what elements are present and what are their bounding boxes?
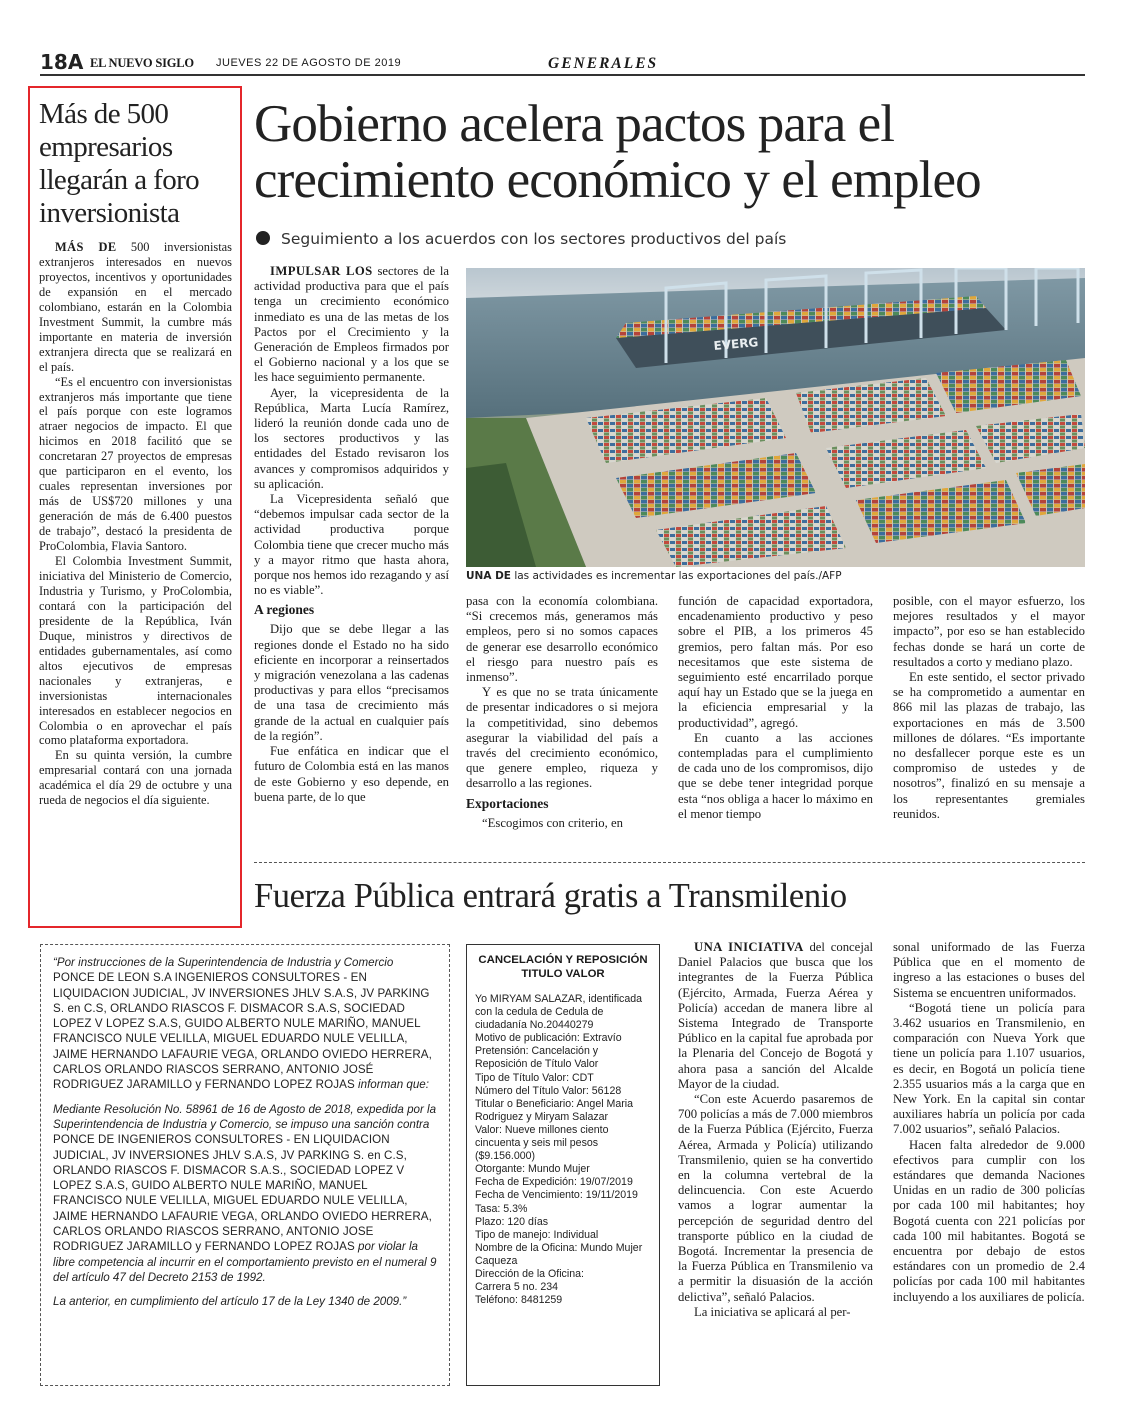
paragraph: Hacen falta alrededor de 9.000 efectivos para cumplir con los estándares que demanda Naciones Unidas en un radio de 300 policías por cada 100 mil habitantes; hoy Bogotá cuenta con 221 policías por cada 100 mil habitantes. Bogotá se encuentra por debajo de estos estándares con un promedio de 2.4 policías por cada 100 mil habitantes incluyendo a los auxiliares de policía. xyxy=(893,1137,1085,1304)
paragraph: Dijo que se debe llegar a las regiones donde el Estado no ha sido eficiente en incorporar a reinsertados y migración venezolana a las cadenas productivas y para ellos “precisamos de una tasa de crecimiento más grande de la actual en cualquier país de la región”. xyxy=(254,622,449,743)
cancellation-title: CANCELACIÓN Y REPOSICIÓN TITULO VALOR xyxy=(478,954,648,980)
cancellation-line: Pretensión: Cancelación y Reposición de Título Valor xyxy=(475,1045,599,1071)
issue-date: JUEVES 22 DE AGOSTO DE 2019 xyxy=(216,57,402,69)
sidebar-paragraph: MÁS DE 500 inversionistas extranjeros interesados en nuevos proyectos, incentivos y oportunidades de expansión en el mercado colombiano, estarán en la Colombia Investment Summit, la cumbre más importante en materia de inversión extranjera directa que se realizará en el país. xyxy=(39,240,232,374)
paragraph: sonal uniformado de las Fuerza Pública que en el momento de ingreso a las estaciones o buses del Sistema se encuentren uniformados. xyxy=(893,940,1085,1000)
section-divider xyxy=(254,862,1085,863)
cancellation-line: Nombre de la Oficina: Mundo Mujer Caqueza xyxy=(475,1241,643,1267)
main-column-1 xyxy=(254,264,449,805)
second-column-1 xyxy=(678,940,873,1320)
header-rule xyxy=(40,74,1085,76)
cancellation-notice xyxy=(466,944,660,1386)
paragraph: “Bogotá tiene un policía para 3.462 usuarios en Transmilenio, en comparación con Nueva York que tiene un policía para 1.107 usuarios, es decir, en Bogotá un policía tiene 2.355 usuarios más a la carga que en New York. En la capital sin contar auxiliares habría un policía por cada 7.002 usuarios”, señaló Palacios. xyxy=(893,1000,1085,1137)
notice-paragraph: “Por instrucciones de la Superintendencia de Industria y Comercio PONCE DE LEON S.A INGENIEROS CONSULTORES - EN LIQUIDACION JUDICIAL, JV INVERSIONES JHLV S.A.S, JV PARKING S. en C.S, ORLANDO RIASCOS F. DISMACOR S.A.S, SOCIEDAD LOPEZ V LOPEZ S.A.S, GUIDO ALBERTO NULE MARIÑO, MANUEL FRANCISCO NULE VELILLA, MIGUEL EDUARDO NULE VELILLA, JAIME HERNANDO LAFAURIE VEGA, ORLANDO OVIEDO HERRERA, CARLOS ORLANDO RIASCOS SERRANO, ANTONIO JOSÉ RODRIGUEZ JARAMILLO y FERNANDO LOPEZ ROJAS informan que: xyxy=(53,956,432,1092)
cancellation-line: Plazo: 120 días xyxy=(475,1215,549,1228)
legal-notice xyxy=(40,944,450,1386)
paragraph: “Con este Acuerdo pasaremos de 700 policías a más de 7.000 miembros de la Fuerza Pública (Ejército, Fuerza Aérea, Armada y Policía) utilizando Transmilenio, quien se ha convertido en la columna vertebral de la delincuencia. Con este Acuerdo vamos a lograr aumentar la percepción de seguridad dentro del transporte público en la ciudad de Bogotá. Incrementar la presencia de la Fuerza Pública en Transmilenio va a permitir la disuasión de la acción delictiva”, señaló Palacios. xyxy=(678,1092,873,1304)
sidebar-paragraph: El Colombia Investment Summit, iniciativa del Ministerio de Comercio, Industria y Turismo, y ProColombia, contará con la participación del presidente de la República, Iván Duque, ministros y directivos de entidades gubernamentales, así como altos ejecutivos de empresas nacionales y extranjeras, e inversionistas internacionales interesados en establecer negocios en Colombia o en aprovechar el país como plataforma exportadora. xyxy=(39,554,232,748)
main-column-3 xyxy=(678,594,873,822)
cancellation-line: Yo MIRYAM SALAZAR, identificada con la cedula de Cedula de ciudadanía No.20440279 xyxy=(475,993,643,1032)
main-subhead: Seguimiento a los acuerdos con los sectores productivos del país xyxy=(256,230,1076,248)
cancellation-line: Fecha de Expedición: 19/07/2019 xyxy=(475,1176,633,1189)
page-header xyxy=(40,50,1085,76)
second-column-2 xyxy=(893,940,1085,1305)
cancellation-line: Tasa: 5.3% xyxy=(475,1202,528,1215)
cancellation-line: Titular o Beneficiario: Angel Maria Rodriguez y Miryam Salazar xyxy=(475,1097,634,1123)
section-name: GENERALES xyxy=(548,55,659,72)
cancellation-line: Motivo de publicación: Extravío xyxy=(475,1032,622,1045)
bullet-icon xyxy=(256,231,270,245)
paragraph: “Escogimos con criterio, en xyxy=(482,815,623,830)
main-column-2 xyxy=(466,594,658,831)
paragraph: Y es que no se trata únicamente de presentar indicadores o si mejora la competitividad, sino debemos asegurar la viabilidad del país a través del crecimiento económico, que genere empleo, riqueza y desarrollo a las regiones. xyxy=(466,685,658,791)
paragraph: Fue enfática en indicar que el futuro de Colombia está en las manos de este Gobierno y eso depende, en buena parte, de lo que xyxy=(254,744,449,804)
paragraph: Ayer, la vicepresidenta de la República, Marta Lucía Ramírez, lideró la reunión donde cada uno de los sectores productivos y las entidades del Estado revisaron los avances y compromisos adquiridos y su aplicación. xyxy=(254,385,449,491)
cancellation-line: Carrera 5 no. 234 xyxy=(475,1281,559,1294)
subtitle-exportaciones: Exportaciones xyxy=(466,795,549,811)
sidebar-paragraph: “Es el encuentro con inversionistas extranjeros más importante que tiene el país porque con este logramos atraer negocios de impacto. El que hicimos en 2018 facilitó que se concretaran 27 proyectos de empresas que participaron en el evento, los cuales representan inversiones por más de US$720 millones y una generación de más de 6.400 puestos de trabajo”, destacó la presidenta de ProColombia, Flavia Santoro. xyxy=(39,374,232,554)
photo-caption: UNA DE las actividades es incrementar las exportaciones del país./AFP xyxy=(466,570,842,582)
cancellation-line: Tipo de manejo: Individual xyxy=(475,1228,599,1241)
second-headline: Fuerza Pública entrará gratis a Transmilenio xyxy=(254,877,847,915)
cancellation-line: Número del Título Valor: 56128 xyxy=(475,1084,622,1097)
sidebar-title: Más de 500 empresarios llegarán a foro inversionista xyxy=(39,98,200,229)
cancellation-line: Tipo de Título Valor: CDT xyxy=(475,1071,594,1084)
paragraph: En este sentido, el sector privado se ha comprometido a aumentar en 866 mil las plazas de trabajo, las exportaciones en más de 3.500 millones de dólares. “Es importante no desfallecer porque este es un compromiso de ustedes y de nosotros”, finalizó en su mensaje a los representantes gremiales reunidos. xyxy=(893,670,1085,821)
page-number: 18A xyxy=(40,50,84,74)
svg-text:EVERG: EVERG xyxy=(713,335,759,353)
paragraph: UNA INICIATIVA del concejal Daniel Palacios que busca que los integrantes de la Fuerza Pública (Ejército, Armada, Fuerza Aérea y Policía) accedan de manera libre al Sistema Integrado de Transporte Público en la capital fue aprobada por la Plenaria del Concejo de Bogotá y ahora pasa a sanción del Alcalde Mayor de la ciudad. xyxy=(678,940,873,1091)
newspaper-name: EL NUEVO SIGLO xyxy=(90,56,194,70)
paragraph: pasa con la economía colombiana. “Si crecemos más, generamos más empleos, pero si no somos capaces de generar ese desarrollo económico el riesgo para nuestro país es inmenso”. xyxy=(466,594,658,685)
paragraph: En cuanto a las acciones contempladas para el cumplimiento de cada uno de los compromisos, dijo que se debe tener integridad porque esta “nos obliga a hacer lo máximo en el menor tiempo xyxy=(678,730,873,821)
cancellation-line: Valor: Nueve millones ciento cincuenta y seis mil pesos ($9.156.000) xyxy=(475,1123,609,1163)
sidebar-article xyxy=(28,86,242,928)
paragraph: posible, con el mayor esfuerzo, los mejores resultados y el mayor impacto”, por eso se han establecido fechas donde se hará un corte de resultados a corto y mediano plazo. xyxy=(893,594,1085,669)
cancellation-line: Teléfono: 8481259 xyxy=(475,1294,563,1307)
sidebar-paragraph: En su quinta versión, la cumbre empresarial contará con una jornada académica el día 29 de octubre y una rueda de negocios el día siguiente. xyxy=(39,748,232,808)
notice-paragraph: La anterior, en cumplimiento del artículo 17 de la Ley 1340 de 2009.” xyxy=(53,1295,407,1309)
cancellation-line: Otorgante: Mundo Mujer xyxy=(475,1163,590,1176)
paragraph: La iniciativa se aplicará al per- xyxy=(694,1304,851,1319)
port-photo xyxy=(466,268,1085,567)
paragraph: función de capacidad exportadora, encadenamiento productivo y peso sobre el PIB, a los primeros 45 gremios, pero faltan más. Por eso necesitamos que este sistema de seguimiento esté encarrilado porque aquí hay un Estado que se la juega en la eficiencia empresarial y la productividad”, agregó. xyxy=(678,594,873,730)
subtitle-regiones: A regiones xyxy=(254,602,315,618)
main-column-4 xyxy=(893,594,1085,822)
container-port-image xyxy=(466,268,1085,567)
paragraph: La Vicepresidenta señaló que “debemos impulsar cada sector de la actividad productiva porque Colombia tiene que crecer mucho más y a mayor ritmo que hasta ahora, porque nos hemos ido rezagando y así no es viable”. xyxy=(254,492,449,598)
notice-paragraph: Mediante Resolución No. 58961 de 16 de Agosto de 2018, expedida por la Superintendencia de Industria y Comercio, se impuso una sanción contra PONCE DE INGENIEROS CONSULTORES - EN LIQUIDACION JUDICIAL, JV INVERSIONES JHLV S.A.S, JV PARKING S. en C.S, ORLANDO RIASCOS F. DISMACOR S.A.S., SOCIEDAD LOPEZ V LOPEZ S.A.S, GUIDO ALBERTO NULE MARIÑO, MANUEL FRANCISCO NULE VELILLA, MIGUEL EDUARDO NULE VELILLA, JAIME HERNANDO LAFAURIE VEGA, ORLANDO OVIEDO HERRERA, CARLOS ORLANDO RIASCOS SERRANO, ANTONIO JOSE RODRIGUEZ JARAMILLO y FERNANDO LOPEZ ROJAS por violar la libre competencia al incurrir en el comportamiento previsto en el numeral 9 del artículo 47 del Decreto 2153 de 1992. xyxy=(53,1102,437,1284)
main-headline: Gobierno acelera pactos para el crecimiento económico y el empleo xyxy=(254,95,981,209)
cancellation-line: Fecha de Vencimiento: 19/11/2019 xyxy=(475,1189,638,1202)
cancellation-line: Dirección de la Oficina: xyxy=(475,1267,584,1280)
paragraph: IMPULSAR LOS sectores de la actividad productiva para que el país tenga un crecimiento económico inmediato es una de las metas de los Pactos por el Crecimiento y la Generación de Empleos firmados por el Gobierno nacional y a los que se les hace seguimiento permanente. xyxy=(254,264,450,385)
